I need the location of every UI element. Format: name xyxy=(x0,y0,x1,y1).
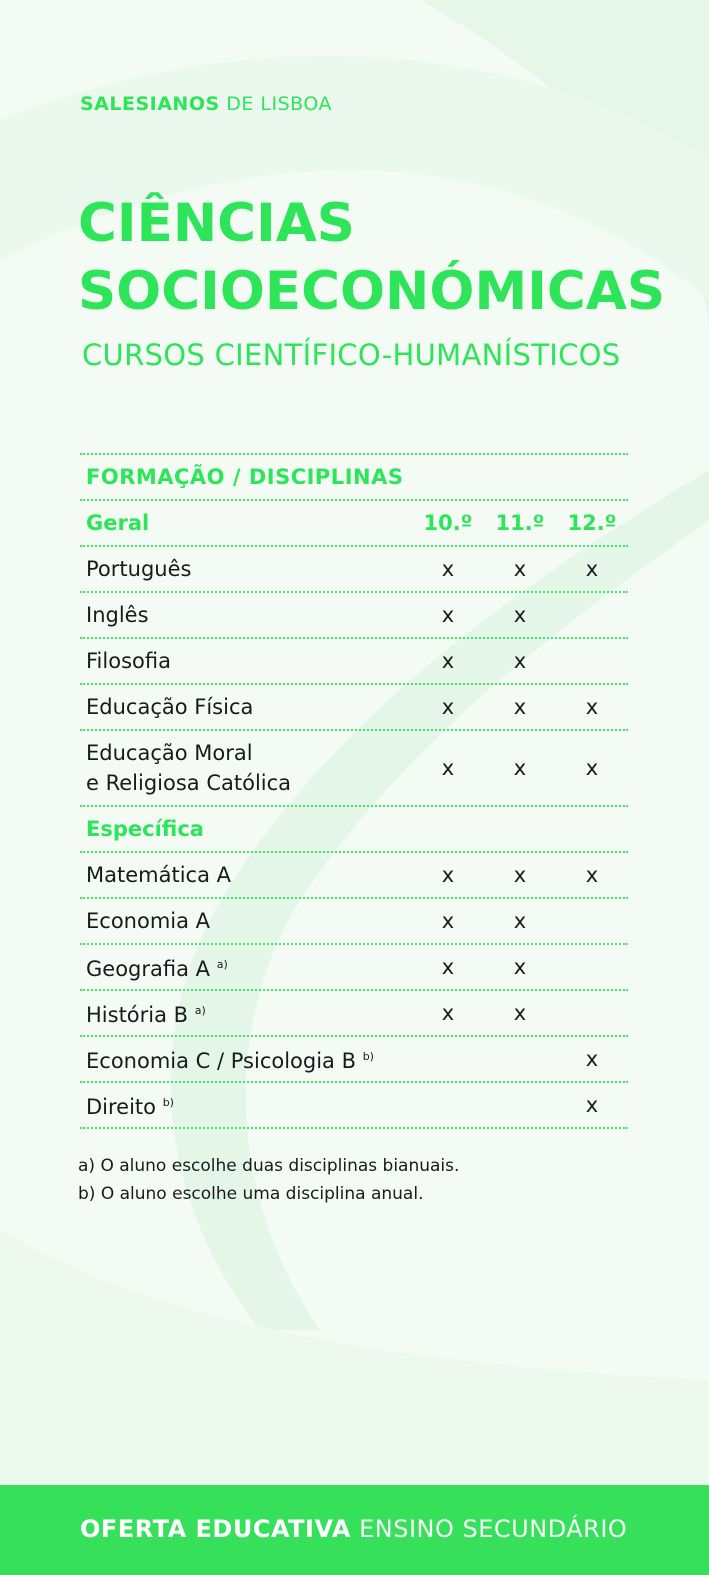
mark-10: x xyxy=(441,756,455,780)
mark-11: x xyxy=(513,649,527,673)
title-line-1: CIÊNCIAS xyxy=(78,193,355,254)
general-label: Geral xyxy=(86,511,150,535)
mark-11: x xyxy=(513,756,527,780)
specific-header-row xyxy=(80,805,628,851)
table-row xyxy=(80,897,628,943)
footnote-marker: b) xyxy=(362,1050,374,1063)
organization-name xyxy=(80,93,332,115)
subject-name xyxy=(80,860,412,890)
mark-10: x xyxy=(441,557,455,581)
table-row xyxy=(80,637,628,683)
footer-text xyxy=(80,1515,627,1543)
subject-name xyxy=(80,1042,412,1076)
subject-name-text: Direito xyxy=(86,1095,157,1119)
subject-name-text: Matemática A xyxy=(86,863,231,887)
subject-name xyxy=(80,906,412,936)
subject-name-line-1: Educação Moral xyxy=(86,741,253,765)
mark-10: x xyxy=(441,955,455,979)
curriculum-table xyxy=(80,453,628,1129)
table-row xyxy=(80,729,628,805)
subject-name xyxy=(80,1088,412,1122)
table-row xyxy=(80,851,628,897)
mark-11: x xyxy=(513,909,527,933)
mark-10: x xyxy=(441,1001,455,1025)
mark-12: x xyxy=(585,1047,599,1071)
general-header-row xyxy=(80,499,628,545)
footer-banner xyxy=(0,1485,709,1575)
specific-label: Específica xyxy=(86,817,204,841)
subject-name-line-2: e Religiosa Católica xyxy=(86,771,292,795)
footer-light: ENSINO SECUNDÁRIO xyxy=(350,1515,628,1543)
subject-name xyxy=(80,996,412,1030)
subject-name xyxy=(80,738,412,798)
mark-11: x xyxy=(513,955,527,979)
table-row xyxy=(80,1035,628,1081)
footnote-a: a) O aluno escolhe duas disciplinas bianuais. xyxy=(78,1156,460,1176)
subject-name: Educação Física xyxy=(86,695,254,719)
subject-name xyxy=(80,950,412,984)
footnote-b: b) O aluno escolhe uma disciplina anual. xyxy=(78,1184,424,1204)
subject-name: Filosofia xyxy=(86,649,171,673)
year-header-12: 12.º xyxy=(567,511,617,535)
subject-name: Inglês xyxy=(86,603,149,627)
title-line-2: SOCIOECONÓMICAS xyxy=(78,261,666,322)
mark-12: x xyxy=(585,863,599,887)
mark-12: x xyxy=(585,695,599,719)
mark-12: x xyxy=(585,557,599,581)
mark-10: x xyxy=(441,603,455,627)
mark-10: x xyxy=(441,863,455,887)
section-header-label: FORMAÇÃO / DISCIPLINAS xyxy=(86,465,404,489)
subject-name: Português xyxy=(86,557,192,581)
org-name-light: DE LISBOA xyxy=(219,93,332,115)
org-name-strong: SALESIANOS xyxy=(80,93,220,115)
table-row xyxy=(80,943,628,989)
table-row xyxy=(80,683,628,729)
footnotes xyxy=(78,1152,459,1208)
course-subtitle: CURSOS CIENTÍFICO-HUMANÍSTICOS xyxy=(82,338,621,372)
mark-11: x xyxy=(513,557,527,581)
mark-12: x xyxy=(585,1093,599,1117)
table-row xyxy=(80,989,628,1035)
table-section-header xyxy=(80,453,628,499)
mark-12: x xyxy=(585,756,599,780)
mark-10: x xyxy=(441,649,455,673)
year-header-10: 10.º xyxy=(423,511,473,535)
subject-name-text: Economia C / Psicologia B xyxy=(86,1049,357,1073)
footnote-marker: b) xyxy=(162,1096,174,1109)
table-row xyxy=(80,591,628,637)
mark-10: x xyxy=(441,695,455,719)
footer-strong: OFERTA EDUCATIVA xyxy=(80,1515,351,1543)
mark-11: x xyxy=(513,603,527,627)
mark-10: x xyxy=(441,909,455,933)
table-row xyxy=(80,1081,628,1129)
subject-name-text: História B xyxy=(86,1003,189,1027)
mark-11: x xyxy=(513,863,527,887)
year-header-11: 11.º xyxy=(495,511,545,535)
footnote-marker: a) xyxy=(194,1004,206,1017)
subject-name-text: Geografia A xyxy=(86,957,211,981)
mark-11: x xyxy=(513,695,527,719)
course-title xyxy=(78,190,665,326)
footnote-marker: a) xyxy=(216,958,228,971)
table-row xyxy=(80,545,628,591)
subject-name-text: Economia A xyxy=(86,909,211,933)
mark-11: x xyxy=(513,1001,527,1025)
